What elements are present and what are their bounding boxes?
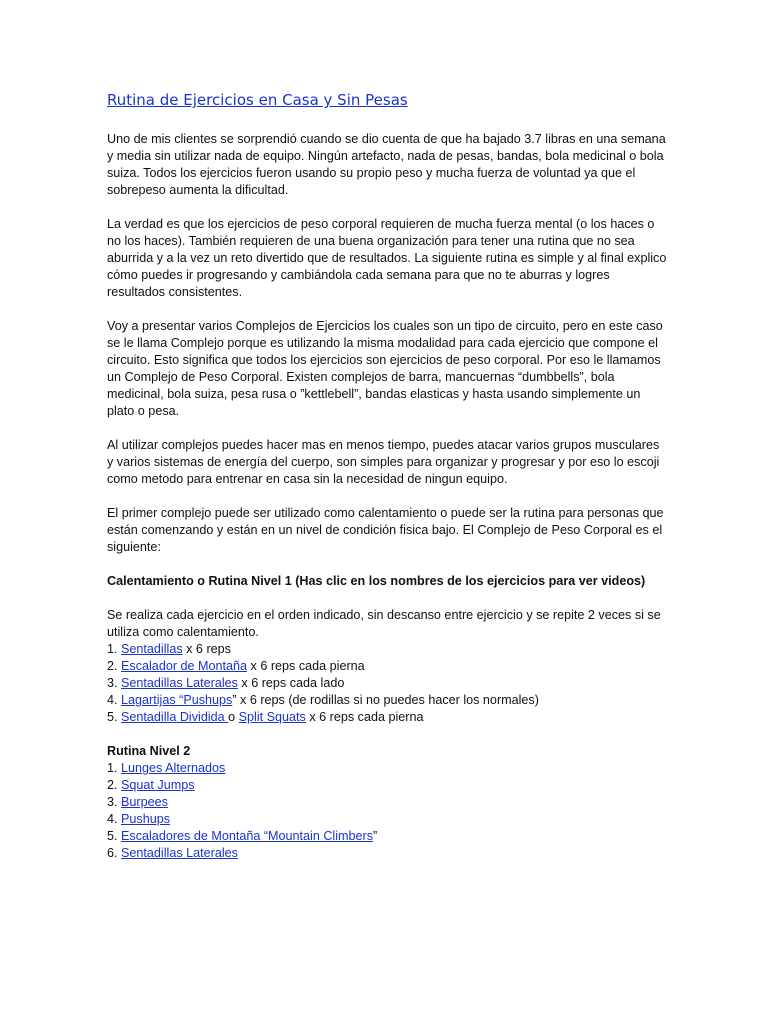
item-number: 2. <box>107 778 122 792</box>
exercise-link-sentadillas-laterales[interactable]: Sentadillas Laterales <box>121 676 238 690</box>
list-item <box>107 658 667 675</box>
exercise-link-sentadillas-laterales-2[interactable]: Sentadillas Laterales <box>121 846 238 860</box>
exercise-link-squat-jumps[interactable]: Squat Jumps <box>121 778 195 792</box>
list-item <box>107 760 667 777</box>
level2-heading: Rutina Nivel 2 <box>107 744 191 758</box>
item-connector: o <box>228 710 239 724</box>
exercise-link-lunges[interactable]: Lunges Alternados <box>121 761 226 775</box>
list-item <box>107 845 667 862</box>
item-number: 1. <box>107 761 122 775</box>
level1-exercise-list <box>107 641 667 726</box>
exercise-link-sentadilla-dividida[interactable]: Sentadilla Dividida <box>121 710 229 724</box>
item-detail: x 6 reps cada pierna <box>305 710 424 724</box>
list-item <box>107 777 667 794</box>
item-number: 5. <box>107 710 122 724</box>
level1-heading: Calentamiento o Rutina Nivel 1 (Has clic en los nombres de los ejercicios para ver videos) <box>107 574 646 588</box>
paragraph-3: Voy a presentar varios Complejos de Ejercicios los cuales son un tipo de circuito, pero en este caso se le llama Complejo porque es utilizando la misma modalidad para cada ejercicio que compone el circuito. Esto significa que todos los ejercicios son ejercicios de peso corporal. Por eso le llamamos un Complejo de Peso Corporal. Existen complejos de barra, mancuernas “dumbbells”, bola medicinal, bola suiza, pesa rusa o ”kettlebell”, bandas elasticas y hasta usando simplemente un plato o pesa. <box>107 319 663 418</box>
item-number: 2. <box>107 659 122 673</box>
item-number: 3. <box>107 795 122 809</box>
list-item <box>107 675 667 692</box>
list-item <box>107 641 667 658</box>
level2-exercise-list <box>107 760 667 862</box>
paragraph-5: El primer complejo puede ser utilizado como calentamiento o puede ser la rutina para personas que están comenzando y están en un nivel de condición fisica bajo. El Complejo de Peso Corporal es el siguiente: <box>107 506 664 554</box>
exercise-link-pushups[interactable]: Pushups <box>121 812 171 826</box>
exercise-link-escalador[interactable]: Escalador de Montaña <box>121 659 248 673</box>
exercise-link-mountain-climbers[interactable]: Escaladores de Montaña “Mountain Climbers <box>121 829 374 843</box>
list-item <box>107 794 667 811</box>
item-number: 4. <box>107 693 122 707</box>
list-item <box>107 811 667 828</box>
list-item <box>107 692 667 709</box>
paragraph-4: Al utilizar complejos puedes hacer mas en menos tiempo, puedes atacar varios grupos musculares y varios sistemas de energía del cuerpo, son simples para organizar y progresar y por eso lo escoji como metodo para entrenar en casa sin la necesidad de ningun equipo. <box>107 438 660 486</box>
item-detail: x 6 reps <box>182 642 231 656</box>
item-detail: ” <box>373 829 378 843</box>
item-number: 5. <box>107 829 122 843</box>
page-title[interactable]: Rutina de Ejercicios en Casa y Sin Pesas <box>107 91 408 109</box>
list-item <box>107 709 667 726</box>
paragraph-1: Uno de mis clientes se sorprendió cuando se dio cuenta de que ha bajado 3.7 libras en una semana y media sin utilizar nada de equipo. Ningún artefacto, nada de pesas, bandas, bola medicinal o bola suiza. Todos los ejercicios fueron usando su propio peso y mucha fuerza de voluntad ya que el sobrepeso aumenta la dificultad. <box>107 132 666 197</box>
item-detail: x 6 reps cada lado <box>237 676 345 690</box>
exercise-link-sentadillas[interactable]: Sentadillas <box>121 642 183 656</box>
level1-intro: Se realiza cada ejercicio en el orden indicado, sin descanso entre ejercicio y se repite 2 veces si se utiliza como calentamiento. <box>107 608 661 639</box>
paragraph-2: La verdad es que los ejercicios de peso corporal requieren de mucha fuerza mental (o los haces o no los haces). También requieren de una buena organización para tener una rutina que no sea aburrida y a la vez un reto divertido que de resultados. La siguiente rutina es simple y al final explico cómo puedes ir progresando y cambiándola cada semana para que no te aburras y logres resultados consistentes. <box>107 217 667 299</box>
item-number: 3. <box>107 676 122 690</box>
item-number: 1. <box>107 642 122 656</box>
exercise-link-lagartijas[interactable]: Lagartijas “Pushups <box>121 693 233 707</box>
list-item <box>107 828 667 845</box>
item-detail: x 6 reps cada pierna <box>247 659 365 673</box>
exercise-link-burpees[interactable]: Burpees <box>121 795 168 809</box>
exercise-link-split-squats[interactable]: Split Squats <box>238 710 306 724</box>
item-number: 6. <box>107 846 122 860</box>
item-detail: ” x 6 reps (de rodillas si no puedes hacer los normales) <box>232 693 539 707</box>
document-page <box>107 90 667 879</box>
level1-section <box>107 607 667 726</box>
level2-section <box>107 743 667 862</box>
item-number: 4. <box>107 812 122 826</box>
